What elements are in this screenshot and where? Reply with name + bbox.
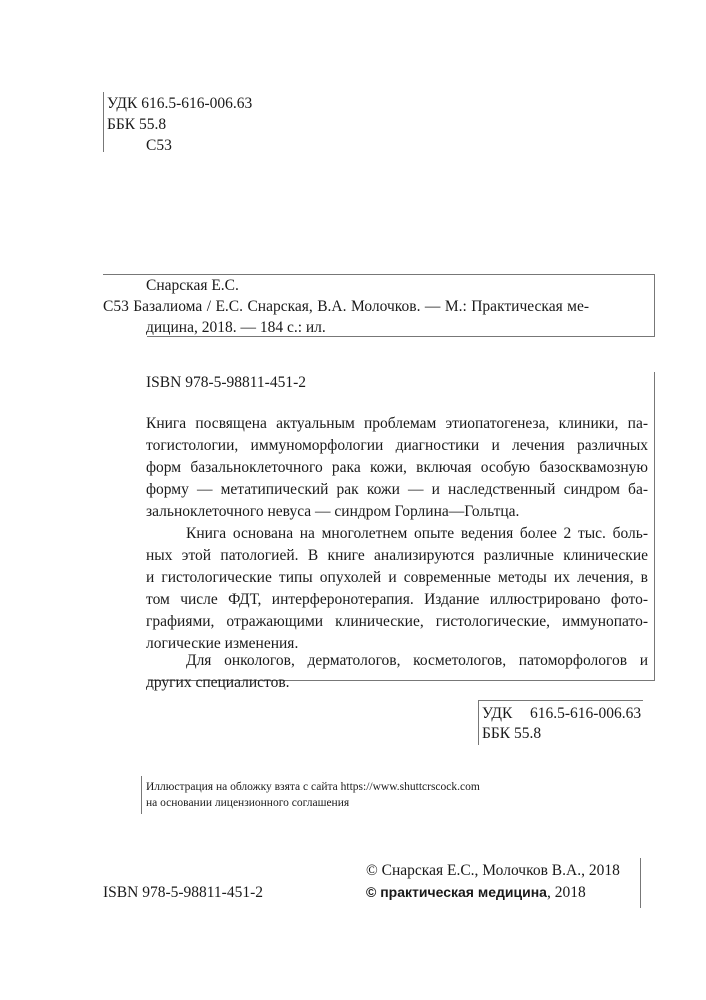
annotation-paragraph-1 xyxy=(146,413,648,523)
annotation-line: Книга посвящена актуальным проблемам этиопатогенеза, клиники, па- xyxy=(146,415,648,432)
annotation-line: и гистологические типы опухолей и современные методы их лечения, в xyxy=(146,569,648,586)
annotation-line: Для онкологов, дерматологов, косметологов, патоморфологов и xyxy=(186,652,648,669)
annotation-line: форм базальноклеточного рака кожи, включая особую базосквамозную xyxy=(146,459,648,476)
annotation-line: тогистологии, иммуноморфологии диагностики и лечения различных xyxy=(146,437,648,454)
annotation-line: зальноклеточного невуса — синдром Горлина—Гольтца. xyxy=(146,503,520,520)
copyright-border xyxy=(640,858,641,908)
udk-code-top: УДК 616.5-616-006.63 xyxy=(107,95,253,112)
annotation-line: Книга основана на многолетнем опыте ведения более 2 тыс. боль- xyxy=(186,525,648,542)
annotation-right-border xyxy=(654,372,655,680)
catalog-line-1: С53 Базалиома / Е.С. Снарская, В.А. Молочков. — М.: Практическая ме- xyxy=(103,298,589,315)
author-mark-code: С53 xyxy=(146,137,172,154)
annotation-line: том числе ФДТ, интерферонотерапия. Издание иллюстрировано фото- xyxy=(146,591,648,608)
udk-label-bottom: УДК xyxy=(482,705,513,722)
cover-note-border xyxy=(141,776,142,814)
isbn-top: ISBN 978-5-98811-451-2 xyxy=(146,374,307,391)
copyright-publisher xyxy=(366,881,586,904)
catalog-author: Снарская Е.С. xyxy=(146,277,239,294)
udc-block-border xyxy=(103,92,104,152)
publisher-year: , 2018 xyxy=(546,884,586,901)
udk-value-bottom: 616.5-616-006.63 xyxy=(530,705,642,722)
udc-bottom-top-border xyxy=(478,700,643,701)
isbn-bottom: ISBN 978-5-98811-451-2 xyxy=(103,884,264,901)
bbk-code-bottom: ББК 55.8 xyxy=(482,725,542,742)
bbk-code-top: ББК 55.8 xyxy=(107,116,167,133)
annotation-paragraph-3 xyxy=(146,650,648,694)
annotation-line: логические изменения. xyxy=(146,635,299,652)
annotation-paragraph-2 xyxy=(146,523,648,655)
catalog-card-right-border xyxy=(654,274,655,336)
copyright-symbol: © xyxy=(366,884,381,900)
cover-note-line-1: Иллюстрация на обложку взята с сайта https://www.shuttcrscock.com xyxy=(146,781,480,793)
annotation-line: других специалистов. xyxy=(146,674,290,691)
publisher-logo-text: практическая медицина xyxy=(380,884,547,900)
copyright-authors: © Снарская Е.С., Молочков В.А., 2018 xyxy=(366,862,620,879)
annotation-line: графиями, отражающими клинические, гистологические, иммунопато- xyxy=(146,613,648,630)
annotation-line: форму — метатипический рак кожи — и наследственный синдром ба- xyxy=(146,481,648,498)
catalog-line-2: дицина, 2018. — 184 с.: ил. xyxy=(146,319,326,336)
annotation-line: ных этой патологией. В книге анализируются различные клинические xyxy=(146,547,648,564)
udc-bottom-left-border xyxy=(478,700,479,745)
cover-note-line-2: на основании лицензионного соглашения xyxy=(146,797,350,809)
